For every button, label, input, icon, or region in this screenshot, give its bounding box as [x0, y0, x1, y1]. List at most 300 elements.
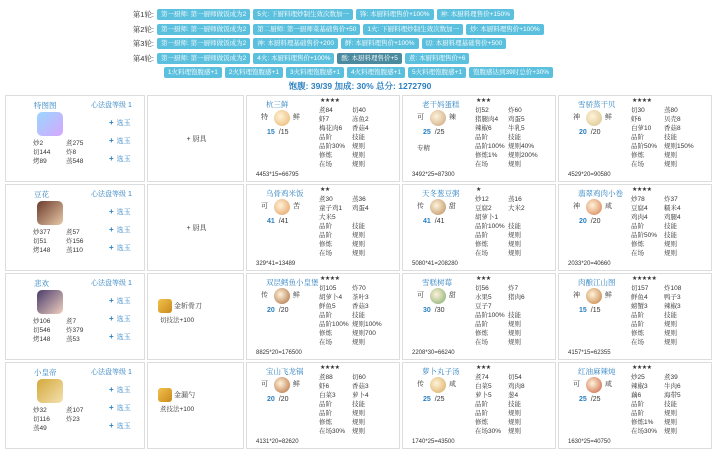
dish-attr: 在场: [319, 339, 332, 346]
chef-stat: 煮275: [66, 140, 84, 147]
dish-attr: 修炼: [319, 152, 332, 159]
round-tag[interactable]: 神: 本厨料理基础售价+200: [253, 38, 338, 49]
dish-attr: 品阶: [631, 401, 644, 408]
dish-name[interactable]: 乌骨鸡米饭: [266, 189, 304, 198]
chef-name[interactable]: 悲欢: [34, 279, 49, 288]
chef-stat: 烤148: [33, 336, 51, 343]
dish-card[interactable]: [402, 184, 556, 271]
dish-attr: 规则: [664, 152, 677, 159]
chef-stat: 炸156: [66, 238, 84, 245]
round-tag[interactable]: 鲜: 本厨料理售价+100%: [341, 38, 419, 49]
quantity-max: /25: [434, 129, 445, 136]
chef-stat: 炒2: [33, 140, 44, 147]
dish-attr: 煮74: [475, 374, 489, 381]
dish-image: [430, 377, 446, 393]
dish-stars: ★★★: [476, 365, 491, 371]
dish-attr: 品阶100%: [475, 223, 505, 230]
dish-attr: 规则: [352, 143, 365, 150]
round-label: 第3轮:: [132, 39, 154, 48]
jade-slot[interactable]: [109, 207, 131, 217]
quantity-value: 15: [579, 307, 587, 314]
dish-quantity[interactable]: [267, 218, 289, 225]
dish-card[interactable]: [402, 362, 556, 449]
dish-price-calc: 1630*25=40750: [568, 439, 611, 445]
dish-specialty: 专精: [417, 145, 430, 152]
jade-slot-label: 选玉: [116, 298, 131, 305]
dish-price-calc: 2208*30=66240: [412, 350, 455, 356]
dish-image: [586, 288, 602, 304]
quantity-value: 20: [267, 396, 275, 403]
dish-attr: 品阶50%: [631, 232, 658, 239]
dish-attr: 炸108: [664, 285, 682, 292]
dish-card[interactable]: [246, 95, 400, 182]
dish-attr: 规则: [352, 410, 365, 417]
dish-attr: 品阶50%: [631, 143, 658, 150]
equip-slot[interactable]: [147, 184, 244, 271]
plus-icon: +: [109, 385, 114, 394]
dish-image: [274, 199, 290, 215]
dish-image: [586, 377, 602, 393]
bonus-tag[interactable]: 1火料理饱腹感+1: [164, 67, 222, 78]
add-equip-label: + 厨具: [186, 136, 207, 143]
dish-attr: 白菜5: [475, 383, 492, 390]
dish-attr: 葱4: [508, 392, 519, 399]
dish-attr: 品阶: [631, 321, 644, 328]
dish-image: [274, 110, 290, 126]
chef-card: [5, 95, 145, 182]
chef-stat: 煮107: [66, 407, 84, 414]
round-tag[interactable]: 第一厨师: 第一厨师做饭成为2: [157, 53, 250, 64]
jade-slot[interactable]: [109, 314, 131, 324]
dish-attr: 茶叶3: [352, 294, 369, 301]
dish-card[interactable]: [558, 95, 712, 182]
dish-attr: 萝卜4: [352, 392, 369, 399]
dish-attr: 蒸36: [352, 196, 366, 203]
dish-attr: 在场: [319, 250, 332, 257]
chef-stat: 炒32: [33, 407, 47, 414]
dish-attr: 猪腿肉4: [475, 116, 499, 123]
dish-image: [274, 377, 290, 393]
dish-quantity[interactable]: [267, 129, 289, 136]
dish-attr: 规则: [508, 241, 521, 248]
chef-avatar[interactable]: [37, 112, 63, 136]
dish-attr: 品阶: [631, 223, 644, 230]
jade-slot[interactable]: [109, 154, 131, 164]
chef-stat: 炸379: [66, 327, 84, 334]
chef-card: [5, 362, 145, 449]
dish-attr: 品阶100%: [319, 321, 349, 328]
dish-attr: 鲜鱼4: [631, 294, 648, 301]
dish-attr: 豆腐4: [631, 205, 648, 212]
dish-name[interactable]: 雪骄蒸干贝: [578, 100, 616, 109]
quantity-max: /25: [434, 396, 445, 403]
dish-quantity[interactable]: [267, 307, 289, 314]
dish-attr: 藕6: [631, 392, 642, 399]
quantity-value: 25: [423, 129, 431, 136]
jade-slot[interactable]: [109, 243, 131, 253]
dish-attributes: [631, 373, 681, 436]
dish-attr: 虾7: [319, 116, 330, 123]
dish-attr: 规则: [664, 419, 677, 426]
quantity-value: 20: [579, 129, 587, 136]
dish-tag: 传: [417, 381, 424, 388]
dish-attr: 规则: [664, 339, 677, 346]
dish-flavor: 鲜: [293, 381, 300, 388]
dish-attr: 技能: [664, 312, 677, 319]
dish-attr: 修炼: [319, 241, 332, 248]
jade-slot-label: 选玉: [116, 245, 131, 252]
chef-stat: 煮57: [66, 229, 80, 236]
dish-name[interactable]: 杭三鲜: [266, 100, 289, 109]
plus-icon: +: [109, 403, 114, 412]
dish-attr: 修炼: [319, 330, 332, 337]
plus-icon: +: [109, 296, 114, 305]
quantity-max: /20: [590, 218, 601, 225]
dish-quantity[interactable]: [579, 218, 601, 225]
round-tag[interactable]: 煮: 本厨料理售价+6: [405, 53, 470, 64]
dish-quantity[interactable]: [267, 396, 289, 403]
score-summary: 饱腹: 39/39 加成: 30% 总分: 1272790: [288, 81, 432, 91]
dish-name[interactable]: 萝卜丸子汤: [422, 367, 460, 376]
dish-name[interactable]: 天冬葱豆粥: [422, 189, 460, 198]
dish-tag: 可: [573, 381, 580, 388]
jade-slot[interactable]: [109, 385, 131, 395]
dish-attr: 品阶: [319, 410, 332, 417]
dish-tag: 传: [261, 292, 268, 299]
quantity-value: 41: [423, 218, 431, 225]
dish-attr: 规则: [664, 428, 677, 435]
dish-attr: 蒸80: [664, 107, 678, 114]
chef-level[interactable]: 心法盘等级 1: [91, 102, 132, 109]
jade-slot-label: 选玉: [116, 227, 131, 234]
dish-price-calc: 329*41=13489: [256, 261, 296, 267]
dish-image: [430, 288, 446, 304]
dish-attr: 规则: [352, 428, 365, 435]
dish-image: [430, 110, 446, 126]
dish-attr: 修炼: [475, 241, 488, 248]
quantity-value: 20: [267, 307, 275, 314]
dish-card[interactable]: [402, 95, 556, 182]
chef-stat: 炸8: [66, 149, 77, 156]
dish-attr: 品阶: [631, 312, 644, 319]
jade-slot-label: 选玉: [116, 405, 131, 412]
chef-stat: 蒸49: [33, 425, 47, 432]
dish-attr: 规则700: [352, 330, 376, 337]
dish-attr: 规则150%: [664, 143, 694, 150]
dish-attr: 规则40%: [508, 143, 535, 150]
round-tag[interactable]: 神: 本厨料理售价+150%: [437, 9, 515, 20]
dish-card[interactable]: [402, 273, 556, 360]
dish-attr: 品阶100%: [475, 312, 505, 319]
dish-attr: 规则: [508, 161, 521, 168]
dish-attr: 品阶: [475, 410, 488, 417]
dish-name[interactable]: 双层鳕鱼小皇堡: [266, 278, 319, 287]
dish-attr: 规则: [664, 241, 677, 248]
dish-attr: 豆子7: [475, 303, 492, 310]
dish-quantity[interactable]: [423, 396, 445, 403]
quantity-value: 25: [579, 396, 587, 403]
round-label: 第2轮:: [132, 24, 154, 34]
dish-attr: 技能: [664, 223, 677, 230]
quantity-max: /15: [590, 307, 601, 314]
dish-card[interactable]: [246, 273, 400, 360]
plus-icon: +: [109, 225, 114, 234]
bonus-tag[interactable]: 5火料理饱腹感+1: [408, 67, 466, 78]
dish-attr: 规则: [352, 419, 365, 426]
dish-flavor: 鲜: [605, 292, 612, 299]
dish-attr: 鸡腿4: [664, 214, 681, 221]
dish-attr: 技能: [352, 312, 365, 319]
dish-attributes: [319, 373, 369, 436]
bonus-tag[interactable]: 饱腹感达到39时总价+30%: [469, 67, 553, 78]
dish-attributes: [631, 284, 681, 347]
equip-slot[interactable]: [147, 273, 244, 360]
bonus-tag[interactable]: 2火料理饱腹感+1: [225, 67, 283, 78]
dish-flavor: 鲜: [293, 292, 300, 299]
dish-tag: 特: [261, 114, 268, 121]
dish-attr: 品阶: [475, 134, 488, 141]
dish-attributes: [475, 373, 525, 436]
chef-name[interactable]: 小皇帝: [34, 368, 57, 377]
round-tag[interactable]: 酸: 本厨料理售价+5: [337, 53, 402, 64]
jade-slot-label: 选玉: [116, 316, 131, 323]
dish-flavor: 咸: [605, 381, 612, 388]
dish-name[interactable]: 肉酿江山图: [578, 278, 616, 287]
dish-attr: 切56: [475, 285, 489, 292]
dish-price-calc: 4131*20=82620: [256, 439, 299, 445]
jade-slot[interactable]: [109, 118, 131, 128]
jade-slot[interactable]: [109, 403, 131, 413]
dish-attr: 蒸16: [508, 196, 522, 203]
dish-attr: 品阶30%: [319, 143, 346, 150]
dish-attr: 切52: [475, 107, 489, 114]
dish-attr: 煮84: [319, 107, 333, 114]
quantity-max: /20: [278, 396, 289, 403]
dish-attr: 技能: [352, 134, 365, 141]
plus-icon: +: [109, 118, 114, 127]
dish-image: [586, 110, 602, 126]
equip-name: 金斩骨刀: [174, 303, 202, 310]
dish-name[interactable]: 红油麻辣炖: [578, 367, 616, 376]
dish-flavor: 辣: [449, 114, 456, 121]
round-tag[interactable]: 第一厨师: 第一厨师做饭成为2: [157, 24, 250, 35]
dish-attr: 香菇3: [352, 303, 369, 310]
jade-slot[interactable]: [109, 136, 131, 146]
dish-name[interactable]: 宝山飞龙锅: [266, 367, 304, 376]
dish-price-calc: 2033*20=40660: [568, 261, 611, 267]
dish-tag: 可: [417, 292, 424, 299]
dish-flavor: 咸: [605, 203, 612, 210]
chef-row: [5, 273, 715, 360]
round-tag[interactable]: 第二厨师: 第一厨师菜基础售价+50: [253, 24, 360, 35]
equip-slot[interactable]: [147, 95, 244, 182]
dish-stars: ★★: [320, 187, 330, 193]
chef-level[interactable]: 心法盘等级 1: [91, 369, 132, 376]
bonus-tag[interactable]: 4火料理饱腹感+1: [347, 67, 405, 78]
chef-name[interactable]: 特图图: [34, 101, 57, 110]
round-tag[interactable]: 切: 本厨料理基础售价+500: [422, 38, 507, 49]
bonus-tag[interactable]: 3火料理饱腹感+1: [286, 67, 344, 78]
chef-stats: [33, 317, 99, 344]
dish-attr: 煮88: [319, 374, 333, 381]
dish-name[interactable]: 雪糕树莓: [422, 278, 452, 287]
jade-slot[interactable]: [109, 225, 131, 235]
chef-level[interactable]: 心法盘等级 1: [91, 280, 132, 287]
chef-level[interactable]: 心法盘等级 1: [91, 191, 132, 198]
dish-tag: 神: [573, 114, 580, 121]
dish-attr: 规则200%: [508, 152, 538, 159]
dish-attr: 品阶: [475, 401, 488, 408]
dish-stars: ★★★★: [320, 276, 340, 282]
dish-attr: 规则100%: [352, 321, 382, 328]
chef-stats: [33, 228, 99, 255]
round-label: 第1轮:: [132, 10, 154, 19]
round-tag[interactable]: 第一厨师: 第一厨师做饭成为2: [157, 38, 250, 49]
chef-stat: 切51: [33, 238, 47, 245]
dish-attr: 技能: [508, 223, 521, 230]
chef-avatar[interactable]: [37, 201, 63, 225]
dish-stars: ★★★★: [320, 98, 340, 104]
dish-attr: 在场: [631, 339, 644, 346]
chef-stat: 烤148: [33, 247, 51, 254]
dish-attributes: [475, 195, 525, 258]
dish-attr: 炸70: [352, 285, 366, 292]
dish-attr: 技能: [352, 401, 365, 408]
dish-attr: 品阶: [631, 134, 644, 141]
jade-slot-label: 选玉: [116, 156, 131, 163]
dish-attr: 胡萝卜1: [475, 214, 499, 221]
equip-slot[interactable]: [147, 362, 244, 449]
dish-attr: 鸡蛋4: [352, 205, 369, 212]
dish-attr: 在场30%: [475, 428, 502, 435]
equip-name: 金漏勺: [174, 392, 195, 399]
dish-attr: 香菇3: [352, 383, 369, 390]
dish-quantity[interactable]: [423, 129, 445, 136]
dish-attr: 牛乳5: [508, 125, 525, 132]
dish-quantity[interactable]: [423, 307, 445, 314]
dish-quantity[interactable]: [423, 218, 445, 225]
dish-attr: 规则: [508, 339, 521, 346]
dish-quantity[interactable]: [579, 129, 601, 136]
chef-avatar[interactable]: [37, 290, 63, 314]
dish-attr: 在场: [631, 161, 644, 168]
dish-attr: 炒25: [631, 374, 645, 381]
quantity-max: /30: [434, 307, 445, 314]
quantity-value: 41: [267, 218, 275, 225]
plus-icon: +: [109, 332, 114, 341]
dish-attr: 梅花肉6: [319, 125, 343, 132]
jade-slot[interactable]: [109, 296, 131, 306]
round-row-4: [0, 52, 720, 65]
dish-card[interactable]: [246, 184, 400, 271]
dish-attr: 规则: [664, 250, 677, 257]
dish-attr: 切157: [631, 285, 649, 292]
chef-stat: 炸23: [66, 416, 80, 423]
chef-stats: [33, 139, 99, 166]
round-row-3: [0, 37, 720, 50]
dish-attr: 品阶100%: [475, 143, 505, 150]
jade-slot[interactable]: [109, 332, 131, 342]
dish-card[interactable]: [558, 184, 712, 271]
dish-attr: 萝卜5: [475, 392, 492, 399]
chef-stat: 切144: [33, 149, 51, 156]
dish-attr: 规则: [664, 410, 677, 417]
dish-attr: 糯米4: [664, 205, 681, 212]
quantity-max: /20: [590, 129, 601, 136]
bonus-tag-row: [0, 66, 720, 79]
quantity-value: 25: [423, 396, 431, 403]
plus-icon: +: [109, 314, 114, 323]
chef-stat: 炒377: [33, 229, 51, 236]
dish-attr: 牛肉6: [664, 383, 681, 390]
dish-attr: 大米2: [508, 205, 525, 212]
jade-slot-label: 选玉: [116, 120, 131, 127]
chef-card: [5, 273, 145, 360]
dish-card[interactable]: [558, 362, 712, 449]
dish-stars: ★: [476, 187, 481, 193]
add-equip-label: + 厨具: [186, 225, 207, 232]
chef-name[interactable]: 豆花: [34, 190, 49, 199]
dish-quantity[interactable]: [579, 307, 601, 314]
dish-stars: ★★★: [476, 276, 491, 282]
chef-stat: 切546: [33, 327, 51, 334]
round-tag[interactable]: 4火: 本厨料理售价+100%: [253, 53, 334, 64]
dish-attr: 胡萝卜4: [319, 294, 343, 301]
dish-attr: 规则: [352, 152, 365, 159]
quantity-value: 30: [423, 307, 431, 314]
dish-attr: 品阶: [319, 223, 332, 230]
dish-stars: ★★★★: [320, 365, 340, 371]
dish-attr: 修炼1%: [631, 419, 654, 426]
dish-card[interactable]: [246, 362, 400, 449]
chef-avatar[interactable]: [37, 379, 63, 403]
dish-attr: 规则: [508, 232, 521, 239]
dish-attr: 水果5: [475, 294, 492, 301]
dish-attributes: [475, 106, 538, 169]
jade-slot[interactable]: [109, 421, 131, 431]
round-tag[interactable]: 炒: 本厨料理售价+100%: [466, 24, 544, 35]
dish-quantity[interactable]: [579, 396, 601, 403]
dish-attr: 辣椒6: [475, 125, 492, 132]
dish-flavor: 苦: [293, 203, 300, 210]
round-tag[interactable]: 第一厨师: 第一厨师做饭成为2: [157, 9, 250, 20]
dish-attr: 修炼: [319, 419, 332, 426]
dish-attr: 修炼1%: [475, 152, 498, 159]
chef-stat: 蒸110: [66, 247, 83, 254]
equip-desc: 煮技法+100: [160, 406, 195, 413]
round-tag[interactable]: 1火: 下厨料理炒制生效次数加一: [363, 24, 463, 35]
dish-attr: 技能: [508, 401, 521, 408]
round-tag[interactable]: 5火: 下厨料理炒制生效次数加一: [253, 9, 353, 20]
dish-attr: 规则: [352, 232, 365, 239]
dish-attr: 切40: [352, 107, 366, 114]
dish-card[interactable]: [558, 273, 712, 360]
dish-name[interactable]: 翡翠鸡肉小卷: [578, 189, 623, 198]
dish-name[interactable]: 老干妈蛋糕: [422, 100, 460, 109]
dish-attr: 大米5: [319, 214, 336, 221]
chef-row: [5, 362, 715, 449]
dish-attr: 规则: [508, 410, 521, 417]
round-tag[interactable]: 锋: 本厨料理售价+100%: [356, 9, 434, 20]
plus-icon: +: [109, 421, 114, 430]
dish-attr: 规则: [352, 241, 365, 248]
dish-price-calc: 4157*15=62355: [568, 350, 611, 356]
dish-attr: 修炼: [631, 330, 644, 337]
dish-attr: 白菜3: [319, 392, 336, 399]
dish-attr: 在场: [631, 250, 644, 257]
chef-grid: [5, 95, 715, 451]
dish-attr: 煮30: [319, 196, 333, 203]
